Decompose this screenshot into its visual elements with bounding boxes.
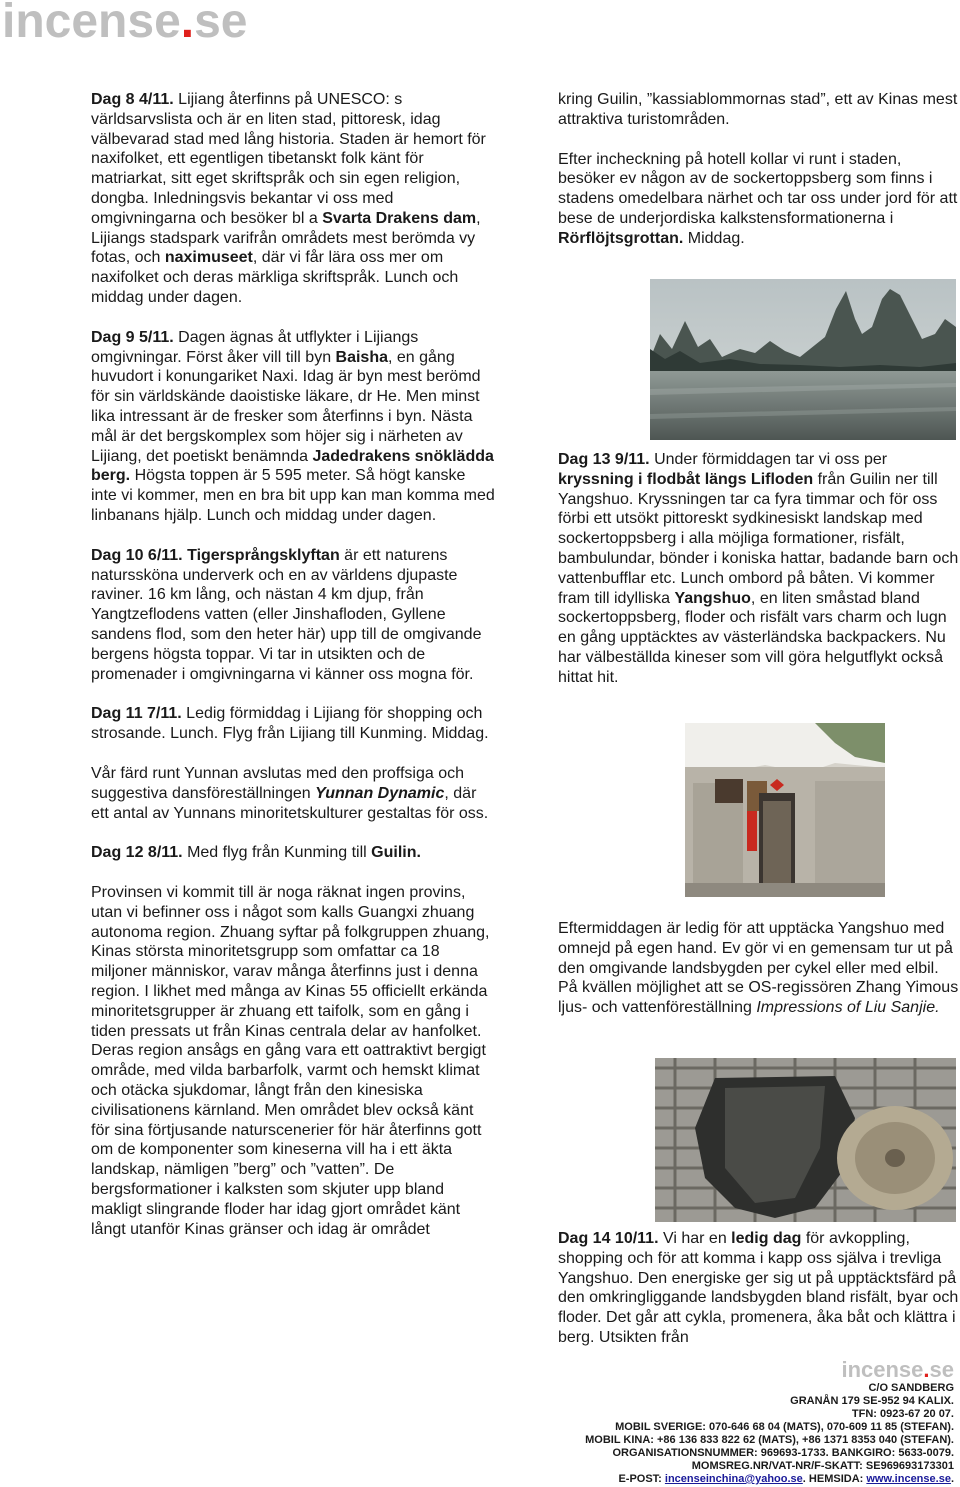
company-footer (454, 1358, 954, 1486)
day9-paragraph: Dag 9 5/11. Dagen ägnas åt utflykter i Lijiangs omgivningar. Först åker vill till byn Baisha, en gång huvudort i konungariket Naxi. Idag är byn mest berömd för sin världskände daoistiske läkare, dr He. Men minst lika intressant är de fresker som återfinns i byn. Nästa mål är det bergskomplex som höjer sig i närheten av Lijiang, det poetiskt benämnda Jadedrakens snöklädda berg. Högsta toppen är 5 595 meter. Så högt kanske inte vi kommer, men en bra bit upp kan man komma med linbanans hjälp. Lunch och middag under dagen. (91, 328, 495, 524)
incense-logo: incense.se (2, 0, 248, 48)
checkin-paragraph: Efter incheckning på hotell kollar vi runt i staden, besöker ev någon av de sockertoppsberg som finns i stadens omedelbara närhet och tar oss under jord för att bese de underjordiska kalkstensformationerna i Rörflöjtsgrottan. Middag. (558, 150, 958, 247)
day12-paragraph: Dag 12 8/11. Med flyg från Kunming till Guilin. (91, 844, 421, 862)
email-link[interactable]: incenseinchina@yahoo.se (664, 1473, 803, 1485)
right-column-day13 (558, 450, 960, 688)
right-column-top (558, 90, 960, 249)
day8-paragraph: Dag 8 4/11. Lijiang återfinns på UNESCO: s världsarvslista och är en liten stad, pittoresk, idag välbevarad stad med lång historia. Staden är hemort för naxifolket, ett egentligen tibetanskt folk känt för matriarkat, sitt eget skriftspråk och sin egen religion, dongba. Inledningsvis bekantar vi oss med omgivningarna och besöker bl a Svarta Drakens dam, Lijiangs stadspark varifrån områdets mest berömda vy fotas, och naximuseet, där vi får lära oss mer om naxifolket och deras märkliga skriftspråk. Lunch och middag under dagen. (91, 91, 486, 306)
guangxi-paragraph: Provinsen vi kommit till är noga räknat ingen provins, utan vi befinner oss i något som kalls Guangxi zhuang autonoma region. Zhuang syftar på folkgruppen zhuang, Kinas största minoritetsgrupp som omfattar ca 18 miljoner människor, varav många återfinns just i denna region. I likhet med många av Kinas 55 officiellt erkända minoritetsgrupper är zhuang ett taifolk, som en gång i tiden pressats ut från Kinas centrala delar av hanfolket. Deras region ansågs en gång vara ett oattraktivt bergigt område, med vilda barbarfolk, varmt och hemskt klimat och otäcka sjukdomar, långt från den kinesiska civilisationens kärnland. Men området blev också känt för sina förtjusande naturscenerier för här återfinns gott om de komponenter som kineserna vill ha i ett äkta landskap, nämligen ”berg” och ”vatten”. De bergsformationer i kalksten som skjuter upp bland makligt slingrande floder har idag gjort området känt långt utanför Kinas gränser och idag är området (91, 884, 490, 1238)
footer-org-number: ORGANISATIONSNUMMER: 969693-1733. BANKGIRO: 5633-0079. (612, 1447, 954, 1459)
right-column-day14 (558, 1229, 960, 1348)
footer-phone: TFN: 0923-67 20 07. (851, 1408, 954, 1420)
day10-paragraph: Dag 10 6/11. Tigersprångsklyftan är ett naturens naturssköna underverk och en av världens djupaste raviner. 16 km lång, och nästan 4 km djup, från Yangtzeflodens vatten (eller Jinshafloden, Gyllene sandens flod, som den heter här) upp till de omgivande bergens högsta toppar. Vi tar in utsikten och de promenader i omgivningarna vi känner oss mogna för. (91, 546, 482, 683)
guilin-continuation: kring Guilin, ”kassiablommornas stad”, ett av Kinas mest attraktiva turistområden. (558, 91, 958, 128)
village-door-photo (685, 723, 885, 897)
river-karst-photo (650, 279, 956, 440)
footer-logo: incense.se (841, 1357, 954, 1382)
day11-paragraph: Dag 11 7/11. Ledig förmiddag i Lijiang för shopping och strosande. Lunch. Flyg från Lijiang till Kunming. Middag. (91, 705, 489, 743)
afternoon-paragraph: Eftermiddagen är ledig för att upptäcka Yangshuo med omnejd på egen hand. Ev gör vi en gemensam tur ut på den omgivande landsbygden per cykel eller med elbil. På kvällen möjlighet att se OS-regissören Zhang Yimous ljus- och vattenföreställning Impressions of Liu Sanjie. (558, 920, 959, 1017)
footer-contact-line: E-POST: incenseinchina@yahoo.se. HEMSIDA: www.incense.se. (618, 1473, 954, 1485)
website-link[interactable]: www.incense.se (866, 1473, 951, 1485)
day14-paragraph: Dag 14 10/11. Vi har en ledig dag för avkoppling, shopping och för att komma i kapp oss själva i trevliga Yangshuo. Den energiske ger sig ut på upptäcktsfärd på den omkringliggande landsbygden bland risfält, byar och floder. Det går att cykla, promenera, åka båt och klättra i berg. Utsikten från (558, 1230, 959, 1346)
straw-cape-hat-photo (655, 1058, 956, 1222)
left-column (91, 90, 495, 1239)
footer-mobile-china: MOBIL KINA: +86 136 833 822 62 (MATS), +86 1371 8353 040 (STEFAN). (585, 1434, 954, 1446)
footer-vat: MOMSREG.NR/VAT-NR/F-SKATT: SE969693173301 (691, 1460, 954, 1472)
footer-co: C/O SANDBERG (868, 1382, 954, 1394)
footer-mobile-sweden: MOBIL SVERIGE: 070-646 68 04 (MATS), 070-609 11 85 (STEFAN). (615, 1421, 954, 1433)
day13-paragraph: Dag 13 9/11. Under förmiddagen tar vi oss per kryssning i flodbåt längs Lifloden från Guilin ner till Yangshuo. Kryssningen tar ca fyra timmar och för oss förbi ett utsökt pittoreskt sydkinesiskt landskap med sockertoppsberg i alla möjliga formationer, risfält, bambulundar, bönder i koniska hattar, badande barn och vattenbufflar etc. Lunch ombord på båten. Vi kommer fram till idylliska Yangshuo, en liten småstad bland sockertoppsberg, floder och risfält vars charm och lugn en gång upptäcktes av västerländska backpackers. Nu har välbeställda kineser som vill göra helgutflykt också hittat hit. (558, 451, 959, 686)
right-column-afternoon (558, 919, 960, 1018)
footer-address: GRANÅN 179 SE-952 94 KALIX. (790, 1395, 954, 1407)
yunnan-paragraph: Vår färd runt Yunnan avslutas med den proffsiga och suggestiva dansföreställningen Yunnan Dynamic, där ett antal av Yunnans minoritetskulturer gestaltas för oss. (91, 764, 489, 822)
